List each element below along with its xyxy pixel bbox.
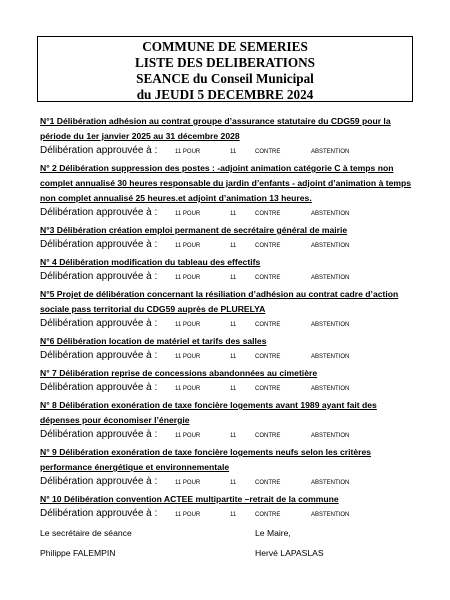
vote-pour-count: 11 POUR — [175, 354, 201, 360]
vote-contre-label: CONTRE — [255, 243, 281, 249]
vote-approved-label: Délibération approuvée à : — [40, 508, 158, 519]
vote-result-row — [40, 317, 422, 334]
document-header — [37, 36, 413, 102]
deliberation-title-line: N°6 Délibération location de matériel et tarifs des salles — [40, 336, 267, 346]
deliberation-title-line: N°1 Délibération adhésion au contrat groupe d’assurance statutaire du CDG59 pour la — [40, 116, 391, 126]
deliberation-title-line: N° 4 Délibération modification du tableau des effectifs — [40, 257, 261, 267]
deliberation-title-line: dépenses pour économiser l’énergie — [40, 415, 190, 425]
vote-pour-count: 11 POUR — [175, 386, 201, 392]
vote-total-count: 11 — [230, 433, 237, 439]
vote-total-count: 11 — [230, 211, 237, 217]
vote-abstention-label: ABSTENTION — [311, 354, 350, 360]
deliberation-item — [40, 161, 422, 223]
vote-result-row — [40, 349, 422, 366]
vote-result-row — [40, 428, 422, 445]
deliberation-item — [40, 492, 422, 524]
deliberation-title-line: N° 10 Délibération convention ACTEE multipartite –retrait de la commune — [40, 494, 339, 504]
vote-pour-count: 11 POUR — [175, 211, 201, 217]
vote-result-row — [40, 238, 422, 255]
deliberation-item — [40, 398, 422, 445]
vote-contre-label: CONTRE — [255, 354, 281, 360]
vote-total-count: 11 — [230, 480, 237, 486]
vote-result-row — [40, 507, 422, 524]
vote-contre-label: CONTRE — [255, 322, 281, 328]
deliberations-list — [40, 114, 422, 524]
vote-pour-count: 11 POUR — [175, 149, 201, 155]
deliberation-item — [40, 255, 422, 287]
mayor-label: Le Maire, — [255, 528, 291, 538]
vote-abstention-label: ABSTENTION — [311, 433, 350, 439]
vote-total-count: 11 — [230, 275, 237, 281]
deliberation-item — [40, 287, 422, 334]
deliberation-title-line: complet annualisé 30 heures responsable du jardin d’enfants - adjoint d’animation à temps — [40, 178, 412, 188]
vote-abstention-label: ABSTENTION — [311, 243, 350, 249]
deliberation-title-line: N° 9 Délibération exonération de taxe foncière logements neufs selon les critères — [40, 447, 372, 457]
header-line-date: du JEUDI 5 DECEMBRE 2024 — [136, 87, 314, 102]
vote-total-count: 11 — [230, 512, 237, 518]
vote-contre-label: CONTRE — [255, 275, 281, 281]
vote-pour-count: 11 POUR — [175, 243, 201, 249]
vote-approved-label: Délibération approuvée à : — [40, 207, 158, 218]
vote-contre-label: CONTRE — [255, 433, 281, 439]
vote-approved-label: Délibération approuvée à : — [40, 271, 158, 282]
vote-abstention-label: ABSTENTION — [311, 211, 350, 217]
vote-contre-label: CONTRE — [255, 386, 281, 392]
vote-abstention-label: ABSTENTION — [311, 512, 350, 518]
vote-total-count: 11 — [230, 386, 237, 392]
vote-approved-label: Délibération approuvée à : — [40, 318, 158, 329]
deliberation-item — [40, 334, 422, 366]
vote-total-count: 11 — [230, 354, 237, 360]
secretary-label: Le secrétaire de séance — [40, 528, 132, 538]
vote-total-count: 11 — [230, 322, 237, 328]
deliberation-title-line: N°5 Projet de délibération concernant la résiliation d’adhésion au contrat cadre d’action — [40, 289, 399, 299]
deliberation-title-line: N° 8 Délibération exonération de taxe foncière logements avant 1989 ayant fait des — [40, 400, 377, 410]
vote-approved-label: Délibération approuvée à : — [40, 382, 158, 393]
deliberation-title-line: N° 2 Délibération suppression des postes : -adjoint animation catégorie C à temps non — [40, 163, 394, 173]
vote-result-row — [40, 206, 422, 223]
deliberation-title-line: non complet annualisé 25 heures.et adjoint d’animation 13 heures. — [40, 193, 312, 203]
vote-abstention-label: ABSTENTION — [311, 149, 350, 155]
vote-pour-count: 11 POUR — [175, 433, 201, 439]
vote-contre-label: CONTRE — [255, 480, 281, 486]
secretary-name: Philippe FALEMPIN — [40, 548, 116, 558]
vote-contre-label: CONTRE — [255, 211, 281, 217]
vote-approved-label: Délibération approuvée à : — [40, 429, 158, 440]
deliberation-item — [40, 366, 422, 398]
deliberation-item — [40, 114, 422, 161]
vote-abstention-label: ABSTENTION — [311, 386, 350, 392]
vote-result-row — [40, 381, 422, 398]
vote-total-count: 11 — [230, 149, 237, 155]
mayor-name: Hervé LAPASLAS — [255, 548, 324, 558]
deliberation-title-line: performance énergétique et environnementale — [40, 462, 230, 472]
vote-approved-label: Délibération approuvée à : — [40, 145, 158, 156]
vote-result-row — [40, 144, 422, 161]
deliberation-title-line: N° 7 Délibération reprise de concessions abandonnées au cimetière — [40, 368, 318, 378]
vote-contre-label: CONTRE — [255, 149, 281, 155]
header-line-commune: COMMUNE DE SEMERIES — [142, 39, 308, 54]
deliberation-title-line: sociale pass territorial du CDG59 auprès de PLURELYA — [40, 304, 266, 314]
deliberation-item — [40, 445, 422, 492]
vote-result-row — [40, 270, 422, 287]
vote-pour-count: 11 POUR — [175, 480, 201, 486]
vote-approved-label: Délibération approuvée à : — [40, 350, 158, 361]
vote-result-row — [40, 475, 422, 492]
vote-pour-count: 11 POUR — [175, 512, 201, 518]
vote-pour-count: 11 POUR — [175, 275, 201, 281]
header-line-seance: SEANCE du Conseil Municipal — [136, 71, 314, 86]
deliberation-item — [40, 223, 422, 255]
vote-abstention-label: ABSTENTION — [311, 322, 350, 328]
vote-abstention-label: ABSTENTION — [311, 275, 350, 281]
vote-contre-label: CONTRE — [255, 512, 281, 518]
vote-pour-count: 11 POUR — [175, 322, 201, 328]
vote-approved-label: Délibération approuvée à : — [40, 239, 158, 250]
deliberation-title-line: période du 1er janvier 2025 au 31 décembre 2028 — [40, 131, 240, 141]
vote-abstention-label: ABSTENTION — [311, 480, 350, 486]
vote-approved-label: Délibération approuvée à : — [40, 476, 158, 487]
vote-total-count: 11 — [230, 243, 237, 249]
deliberation-title-line: N°3 Délibération création emploi permanent de secrétaire général de mairie — [40, 225, 348, 235]
header-line-liste: LISTE DES DELIBERATIONS — [134, 55, 316, 70]
